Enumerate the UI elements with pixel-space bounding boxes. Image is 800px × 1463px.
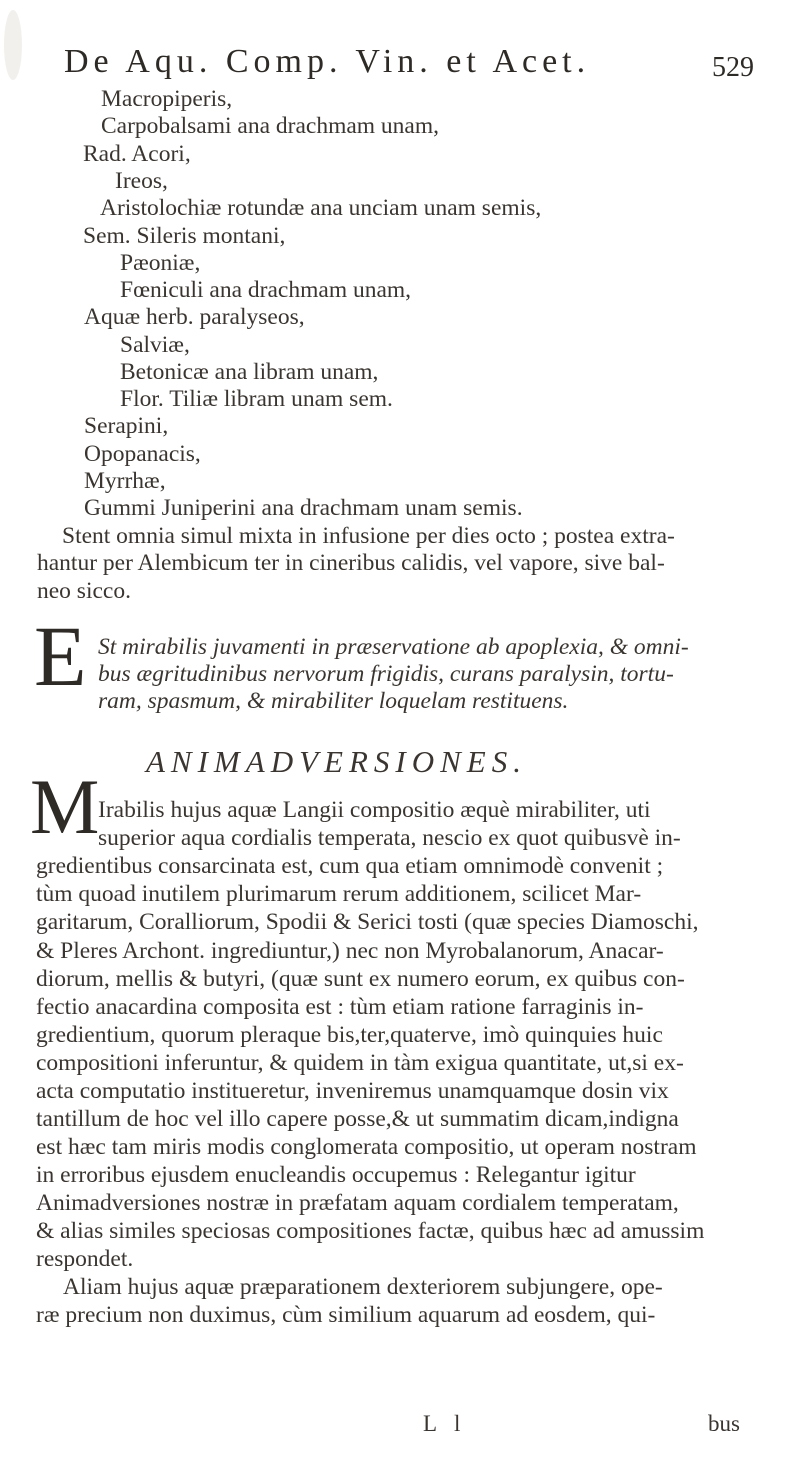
catchword: bus bbox=[708, 1411, 740, 1436]
body-line: Animadversiones nostræ in præfatam aquam cordialem temperatam, bbox=[36, 1190, 679, 1216]
running-header: De Aqu. Comp. Vin. et Acet. bbox=[64, 43, 591, 80]
body-line: acta computatio institueretur, inveniremus unamquamque dosin vix bbox=[36, 1078, 669, 1104]
recipe-line: Aristolochiæ rotundæ ana unciam unam semis, bbox=[100, 195, 542, 221]
recipe-line: Serapini, bbox=[84, 413, 169, 439]
recipe-line: Carpobalsami ana drachmam unam, bbox=[101, 113, 440, 139]
body-line: garitarum, Coralliorum, Spodii & Serici tosti (quæ species Diamoschi, bbox=[36, 909, 699, 935]
virtue-line: ram, spasmum, & mirabiliter loquelam restituens. bbox=[98, 688, 569, 714]
body-line: fectio anacardina composita est : tùm etiam ratione farraginis in- bbox=[36, 994, 644, 1020]
recipe-line: Rad. Acori, bbox=[83, 141, 191, 167]
recipe-line: Macropiperis, bbox=[101, 86, 233, 112]
body-line: compositioni inferuntur, & quidem in tàm exigua quantitate, ut,si ex- bbox=[36, 1050, 684, 1076]
virtue-line: bus ægritudinibus nervorum frigidis, curans paralysin, tortu- bbox=[98, 661, 674, 687]
body-line: Aliam hujus aquæ præparationem dexteriorem subjungere, ope- bbox=[63, 1274, 663, 1300]
body-line: & Pleres Archont. ingrediuntur,) nec non Myrobalanorum, Anacar- bbox=[36, 938, 664, 964]
recipe-line: Flor. Tiliæ libram unam sem. bbox=[120, 386, 393, 412]
recipe-line: Opopanacis, bbox=[84, 441, 201, 467]
body-line: ræ precium non duximus, cùm similium aquarum ad eosdem, qui- bbox=[36, 1302, 656, 1328]
body-line: respondet. bbox=[36, 1246, 134, 1272]
instructions-line: hantur per Alembicum ter in cineribus calidis, vel vapore, sive bal- bbox=[37, 550, 665, 576]
recipe-line: Aquæ herb. paralyseos, bbox=[84, 304, 305, 330]
signature-mark: L l bbox=[423, 1411, 467, 1436]
body-line: tùm quoad inutilem plurimarum rerum additionem, scilicet Mar- bbox=[36, 881, 642, 907]
recipe-line: Betonicæ ana libram unam, bbox=[120, 359, 379, 385]
body-line: in erroribus ejusdem enucleandis occupemus : Relegantur igitur bbox=[36, 1162, 636, 1188]
instructions-line: Stent omnia simul mixta in infusione per dies octo ; postea extra- bbox=[62, 523, 675, 549]
drop-cap-m: M bbox=[30, 763, 100, 850]
instructions-line: neo sicco. bbox=[37, 578, 131, 604]
recipe-line: Pæoniæ, bbox=[120, 250, 201, 276]
body-line: gredientium, quorum pleraque bis,ter,quaterve, imò quinquies huic bbox=[36, 1022, 663, 1048]
virtue-line: St mirabilis juvamenti in præservatione ab apoplexia, & omni- bbox=[98, 634, 689, 660]
drop-cap-e: E bbox=[34, 608, 87, 704]
recipe-line: Fœniculi ana drachmam unam, bbox=[120, 277, 412, 303]
body-line: diorum, mellis & butyri, (quæ sunt ex numero eorum, ex quibus con- bbox=[36, 966, 685, 992]
recipe-line: Salviæ, bbox=[120, 332, 190, 358]
recipe-line: Sem. Sileris montani, bbox=[83, 223, 286, 249]
recipe-line: Ireos, bbox=[115, 168, 168, 194]
body-line: est hæc tam miris modis conglomerata compositio, ut operam nostram bbox=[36, 1134, 697, 1160]
body-line: tantillum de hoc vel illo capere posse,& ut summatim dicam,indigna bbox=[36, 1106, 679, 1132]
body-line: superior aqua cordialis temperata, nescio ex quot quibusvè in- bbox=[98, 825, 681, 851]
recipe-line: Gummi Juniperini ana drachmam unam semis. bbox=[84, 495, 523, 521]
page-number: 529 bbox=[712, 52, 754, 83]
body-line: Irabilis hujus aquæ Langii compositio æquè mirabiliter, uti bbox=[98, 797, 651, 823]
section-title: ANIMADVERSIONES. bbox=[146, 744, 527, 779]
body-line: gredientibus consarcinata est, cum qua etiam omnimodè convenit ; bbox=[36, 853, 664, 879]
paper-stain bbox=[4, 10, 22, 80]
body-line: & alias similes speciosas compositiones factæ, quibus hæc ad amussim bbox=[36, 1218, 705, 1244]
recipe-line: Myrrhæ, bbox=[84, 468, 166, 494]
